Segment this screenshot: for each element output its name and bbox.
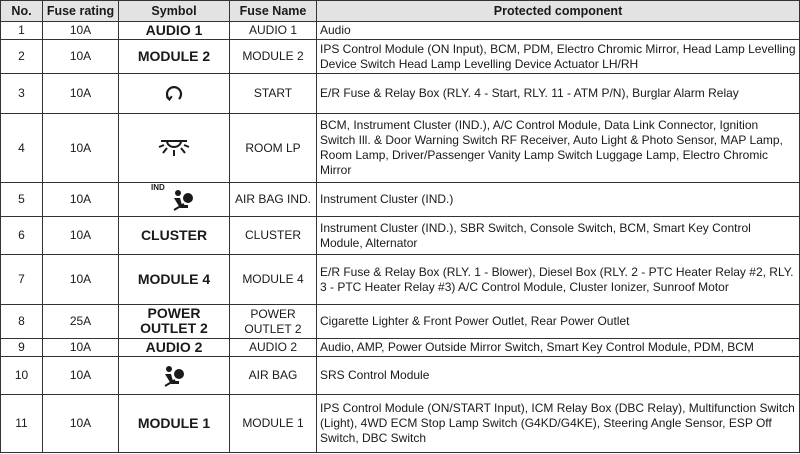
row-component: E/R Fuse & Relay Box (RLY. 4 - Start, RLY. 11 - ATM P/N), Burglar Alarm Relay [317, 74, 800, 114]
table-row [1, 255, 800, 305]
symbol-text: CLUSTER [140, 226, 208, 243]
table-row [1, 40, 800, 74]
room-lamp-icon [157, 137, 191, 159]
header-no: No. [1, 1, 43, 22]
fuse-name-text: POWER OUTLET 2 [244, 306, 302, 336]
row-symbol [119, 217, 230, 255]
row-rating: 25A [43, 305, 119, 339]
row-no: 5 [1, 183, 43, 217]
row-symbol [119, 305, 230, 339]
header-symbol: Symbol [119, 1, 230, 22]
row-rating: 10A [43, 339, 119, 357]
table-row [1, 114, 800, 183]
row-no: 3 [1, 74, 43, 114]
symbol-text: POWER OUTLET 2 [140, 305, 208, 336]
row-fuse-name: AUDIO 2 [230, 339, 317, 357]
table-row [1, 357, 800, 395]
row-symbol [119, 40, 230, 74]
row-no: 11 [1, 395, 43, 453]
row-symbol [119, 255, 230, 305]
row-component: IPS Control Module (ON Input), BCM, PDM, Electro Chromic Mirror, Head Lamp Levelling Device Switch Head Lamp Levelling Device Actuator LH/RH [317, 40, 800, 74]
row-rating: 10A [43, 217, 119, 255]
row-rating: 10A [43, 395, 119, 453]
airbag-icon [169, 188, 197, 212]
row-fuse-name: AIR BAG IND. [230, 183, 317, 217]
row-component: E/R Fuse & Relay Box (RLY. 1 - Blower), Diesel Box (RLY. 2 - PTC Heater Relay #2, RLY. 3 - PTC Heater Relay #3) A/C Control Module, Cluster Ionizer, Sunroof Motor [317, 255, 800, 305]
table-row [1, 22, 800, 40]
row-component: Instrument Cluster (IND.), SBR Switch, Console Switch, BCM, Smart Key Control Module, Alternator [317, 217, 800, 255]
row-rating: 10A [43, 357, 119, 395]
row-component: IPS Control Module (ON/START Input), ICM Relay Box (DBC Relay), Multifunction Switch (Light), 4WD ECM Stop Lamp Switch (G4KD/G4KE), Steering Angle Sensor, ESP Off Switch, DBC Switch [317, 395, 800, 453]
table-row [1, 217, 800, 255]
row-no: 2 [1, 40, 43, 74]
row-symbol [119, 395, 230, 453]
row-fuse-name: AIR BAG [230, 357, 317, 395]
airbag-ind-symbol [151, 184, 197, 212]
row-rating: 10A [43, 255, 119, 305]
header-fuse-rating: Fuse rating [43, 1, 119, 22]
symbol-text: MODULE 1 [137, 414, 211, 431]
airbag-icon [160, 364, 188, 388]
row-component: Cigarette Lighter & Front Power Outlet, Rear Power Outlet [317, 305, 800, 339]
row-symbol [119, 183, 230, 217]
row-component: BCM, Instrument Cluster (IND.), A/C Control Module, Data Link Connector, Ignition Switch Ill. & Door Warning Switch RF Receiver, Auto Light & Photo Sensor, MAP Lamp, Room Lamp, Driver/Passenger Vanity Lamp Switch Luggage Lamp, Electro Chromic Mirror [317, 114, 800, 183]
row-component: SRS Control Module [317, 357, 800, 395]
row-fuse-name: MODULE 2 [230, 40, 317, 74]
row-no: 4 [1, 114, 43, 183]
row-component: Audio [317, 22, 800, 40]
row-component: Instrument Cluster (IND.) [317, 183, 800, 217]
row-symbol [119, 74, 230, 114]
row-no: 10 [1, 357, 43, 395]
table-row [1, 305, 800, 339]
row-fuse-name: MODULE 1 [230, 395, 317, 453]
header-protected-component: Protected component [317, 1, 800, 22]
row-symbol [119, 22, 230, 40]
row-no: 6 [1, 217, 43, 255]
row-fuse-name: CLUSTER [230, 217, 317, 255]
symbol-text: MODULE 2 [137, 47, 211, 64]
row-no: 9 [1, 339, 43, 357]
row-rating: 10A [43, 22, 119, 40]
row-fuse-name: AUDIO 1 [230, 22, 317, 40]
row-no: 1 [1, 22, 43, 40]
row-fuse-name: ROOM LP [230, 114, 317, 183]
row-symbol [119, 357, 230, 395]
table-row [1, 183, 800, 217]
symbol-text: MODULE 4 [137, 270, 211, 287]
row-fuse-name: START [230, 74, 317, 114]
row-symbol [119, 339, 230, 357]
row-symbol [119, 114, 230, 183]
table-row [1, 339, 800, 357]
row-fuse-name [230, 305, 317, 339]
row-rating: 10A [43, 40, 119, 74]
row-no: 8 [1, 305, 43, 339]
row-rating: 10A [43, 114, 119, 183]
row-rating: 10A [43, 74, 119, 114]
row-fuse-name: MODULE 4 [230, 255, 317, 305]
row-no: 7 [1, 255, 43, 305]
ind-label: IND [151, 182, 165, 192]
table-row [1, 395, 800, 453]
symbol-text: AUDIO 1 [145, 21, 203, 38]
symbol-text: AUDIO 2 [145, 338, 203, 355]
header-fuse-name: Fuse Name [230, 1, 317, 22]
row-component: Audio, AMP, Power Outside Mirror Switch, Smart Key Control Module, PDM, BCM [317, 339, 800, 357]
start-icon [163, 83, 185, 105]
row-rating: 10A [43, 183, 119, 217]
table-header-row [1, 1, 800, 22]
table-row [1, 74, 800, 114]
